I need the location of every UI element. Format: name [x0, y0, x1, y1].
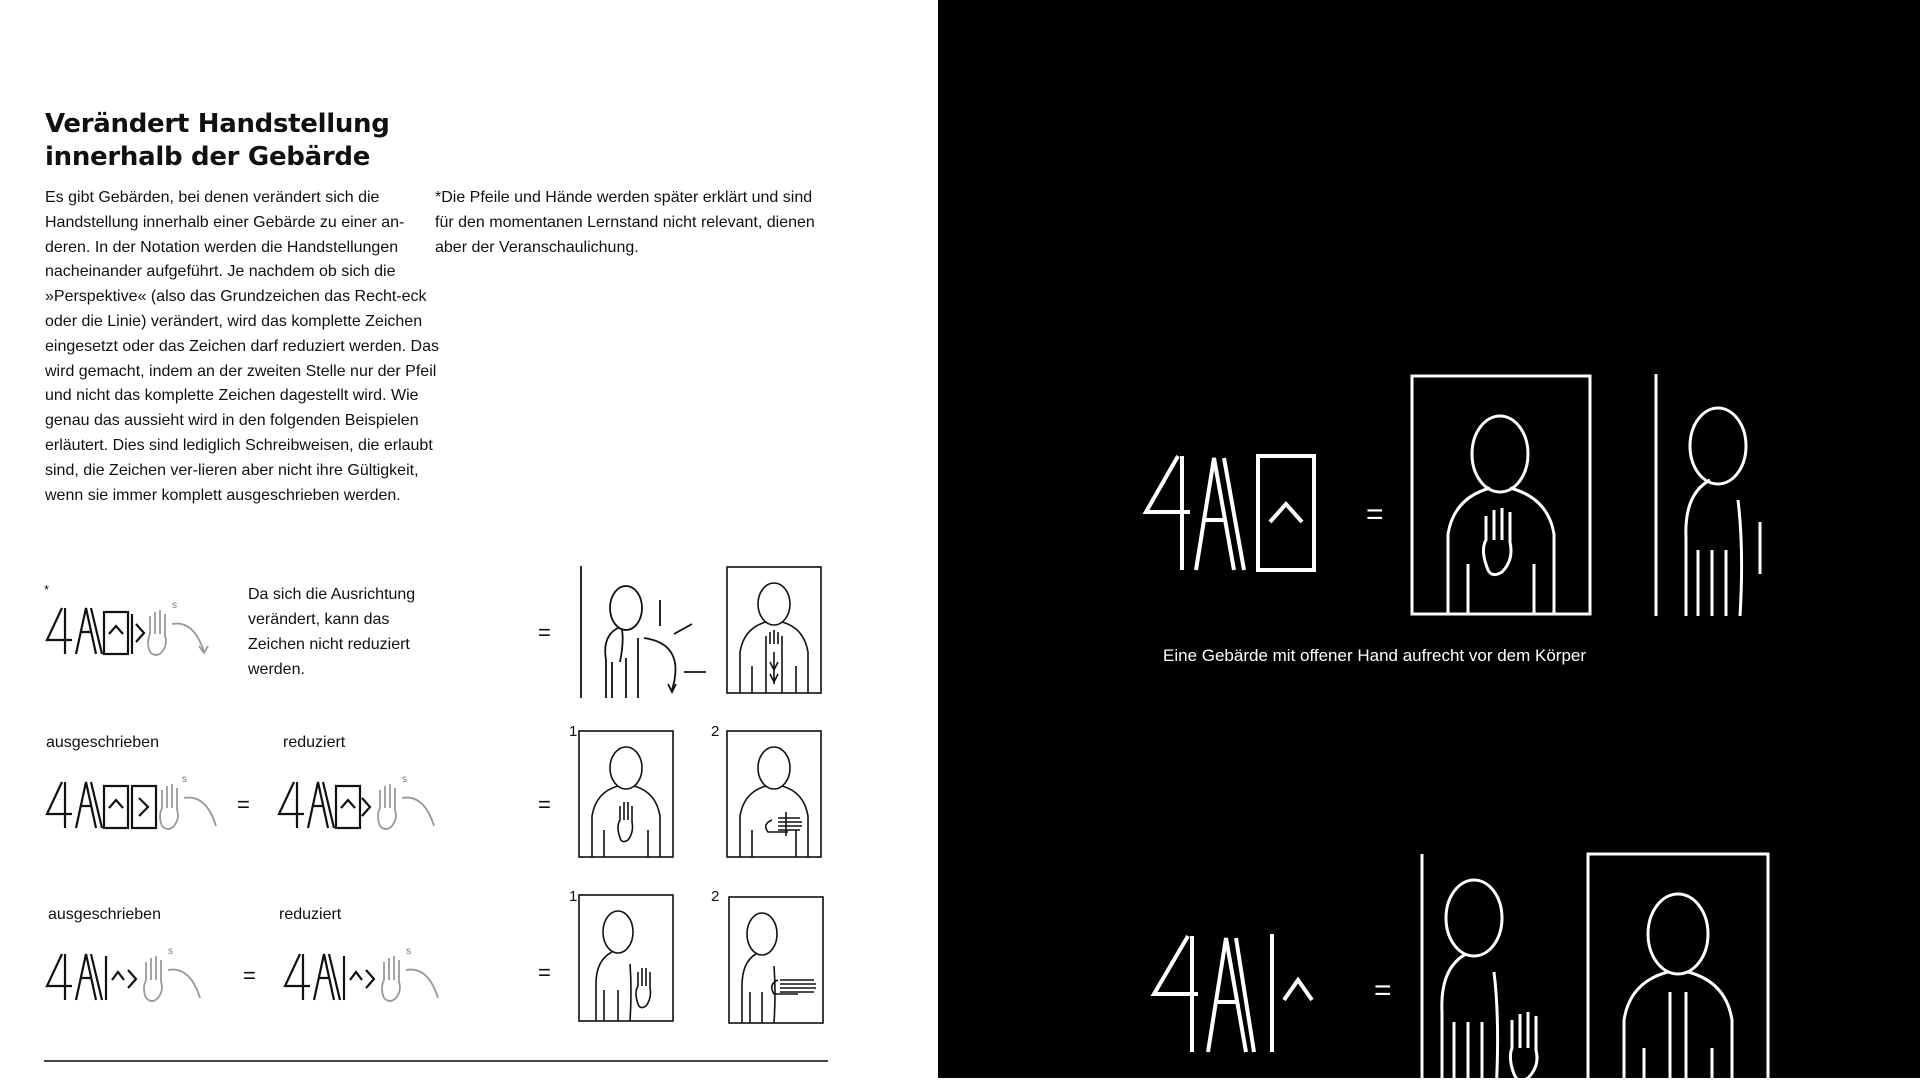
notation-large-upright-hand	[1142, 450, 1362, 580]
step-number-1: 1	[569, 723, 578, 740]
notation-reduced-2	[282, 942, 482, 1022]
figure-large-front-palm	[1410, 374, 1592, 616]
divider	[44, 1060, 828, 1062]
figure-side-hand-forward	[728, 896, 824, 1024]
figure-caption: Eine Gebärde mit offener Hand aufrecht vor dem Körper	[1163, 646, 1587, 665]
body-paragraph: Es gibt Gebärden, bei denen verändert sich die Handstellung innerhalb einer Gebärde zu einer an-deren. In der Notation werden die Handstellungen nacheinander aufgeführt. Je nachdem ob sich die »Perspektive« (also das Grundzeichen das Recht-eck oder die Linie) verändert, wird das komplette Zeichen eingesetzt oder das Zeichen darf reduziert werden. Das wird gemacht, indem an der zweiten Stelle nur der Pfeil und nicht das komplette Zeichen dagestellt wird. Wie genau das aussieht wird in den folgenden Beispielen erläutert. Dies sind lediglich Schreibweisen, die erlaubt sind, die Zeichen ver-lieren aber nicht ihre Gültigkeit, wenn sie immer komplett ausgeschrieben werden.	[45, 189, 439, 504]
step-number-1b: 1	[569, 888, 578, 905]
figure-large-side-with-hand	[1418, 852, 1548, 1092]
step-number-2b: 2	[711, 888, 720, 905]
notation-written-out-2	[44, 942, 244, 1022]
equals-sign-2: =	[237, 792, 250, 817]
equals-sign-large-1: =	[1366, 498, 1384, 531]
notation-large-line-arrow	[1150, 930, 1350, 1060]
right-page	[938, 0, 1920, 1078]
page-title	[45, 108, 465, 174]
equals-sign-large-2: =	[1374, 974, 1392, 1007]
equals-sign-3: =	[538, 792, 551, 817]
title-line-2: innerhalb der Gebärde	[45, 142, 371, 172]
label-reduced-2: reduziert	[279, 906, 342, 923]
figure-front-hand-sideways	[726, 730, 822, 858]
s-mark: s	[182, 774, 187, 785]
equals-sign-4: =	[243, 963, 256, 988]
footnote-marker: *	[44, 582, 50, 597]
notation-written-out-1	[44, 770, 264, 850]
figure-front-palm	[578, 730, 674, 858]
label-written-out-2: ausgeschrieben	[48, 906, 161, 923]
figure-large-front-frame	[1586, 852, 1770, 1092]
equals-sign-5: =	[538, 960, 551, 985]
s-mark: s	[168, 946, 173, 957]
figure-side-palm	[578, 894, 674, 1022]
step-number-2: 2	[711, 723, 720, 740]
s-mark: s	[172, 600, 177, 611]
footnote: *Die Pfeile und Hände werden später erklärt und sind für den momentanen Lernstand nicht relevant, dienen aber der Veranschaulichung.	[435, 189, 815, 256]
s-mark: s	[402, 774, 407, 785]
orientation-note: Da sich die Ausrichtung verändert, kann das Zeichen nicht reduziert werden.	[248, 586, 416, 678]
figure-side-view-motion	[578, 562, 708, 702]
s-mark: s	[406, 946, 411, 957]
notation-reduced-1	[276, 770, 476, 850]
left-page	[0, 0, 938, 1078]
figure-front-view-motion	[726, 566, 822, 694]
title-line-1: Verändert Handstellung	[45, 109, 390, 139]
notation-example-1	[44, 596, 244, 676]
label-reduced-1: reduziert	[283, 734, 346, 751]
figure-large-side-profile	[1652, 370, 1772, 620]
label-written-out-1: ausgeschrieben	[46, 734, 159, 751]
equals-sign-1: =	[538, 620, 551, 645]
